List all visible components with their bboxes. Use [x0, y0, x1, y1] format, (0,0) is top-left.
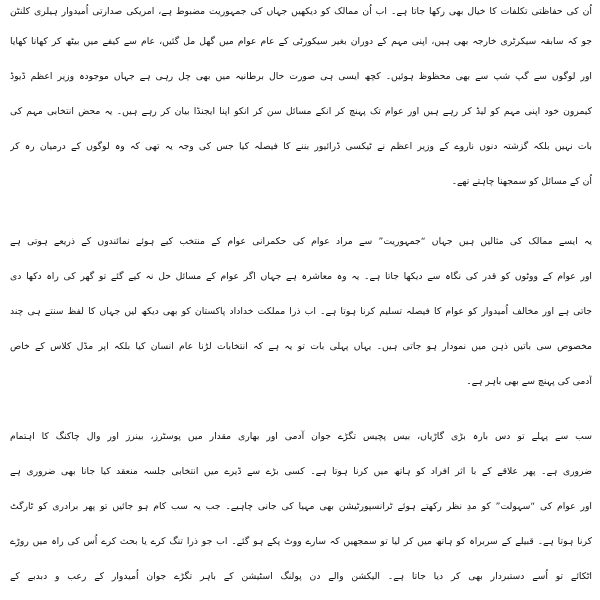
text-line: اُن کی حفاظتی تکلفات کا خیال بھی رکھا جاتا ہے۔ اب اُن ممالک کو دیکھیں جہاں کی جمہوریت مضبوط ہے، امریکی صدارتی اُمیدوار ہیلری کلنٹن — [10, 6, 592, 17]
text-line: اور عوام کے ووٹوں کو قدر کی نگاہ سے دیکھا جاتا ہے۔ یہ وہ معاشرہ ہے جہاں اگر عوام کے مسائل حل نہ کیے گئے تو گھر کی راہ دکھا دی — [10, 271, 592, 282]
text-line: اور لوگوں سے گپ شپ سے بھی محظوظ ہوئیں۔ کچھ ایسی ہی صورت حال برطانیہ میں بھی چل رہی ہے جہاں موجودہ وزیر اعظم ڈیوڈ — [10, 71, 592, 82]
paragraph — [10, 419, 592, 594]
text-line: ضروری ہے۔ پھر علاقے کے با اثر افراد کو ہاتھ میں کرنا ہوتا ہے۔ کسی بڑے سے ڈیرے میں انتخابی جلسہ منعقد کیا جانا بھی ضروری ہے — [10, 466, 592, 477]
text-line: بات نہیں بلکہ گزشتہ دنوں ناروے کے وزیر اعظم نے ٹیکسی ڈرائیور بننے کا فیصلہ کیا جس کی وجہ یہ تھی کہ وہ لوگوں کے درمیان رہ کر — [10, 141, 592, 152]
text-line: سب سے پہلے تو دس بارہ بڑی گاڑیاں، بیس پچیس تگڑے جوان آدمی اور بھاری مقدار میں پوسٹرز، بینرز اور وال چاکنگ کا اہتمام — [10, 431, 592, 442]
text-line: مخصوص سی باتیں ذہن میں نمودار ہو جاتی ہیں۔ یہاں پہلی بات تو یہ ہے کہ انتخابات لڑنا عام انسان کیا بلکہ اپر مڈل کلاس کے خاص — [10, 341, 592, 352]
paragraph — [10, 224, 592, 399]
text-line: اور عوام کی “سہولت” کو مدِ نظر رکھتے ہوئے ٹرانسپورٹیشن بھی مہیا کی جانی چاہیے۔ جب یہ سب کام ہو جائیں تو پھر برادری کو ٹارگٹ — [10, 501, 592, 512]
text-line: یہ ایسے ممالک کی مثالیں ہیں جہاں “جمہوریت” سے مراد عوام کی حکمرانی عوام کے منتخب کیے ہوئے نمائندوں کے ذریعے ہوتی ہے — [10, 236, 592, 247]
text-line: اٹکائے تو اُسے دستبردار بھی کر دیا جاتا ہے۔ الیکشن والے دن پولنگ اسٹیشن کے باہر تگڑے جوان اُمیدوار کے رعب و دبدبے کے — [10, 571, 592, 582]
text-line: کیمرون خود اپنی مہم کو لیڈ کر رہے ہیں اور عوام تک پہنچ کر انکے مسائل سن کر انکو اپنا ایجنڈا بیان کر رہے ہیں۔ یہ محض انتخابی مہم کی — [10, 106, 592, 117]
paragraph — [10, 0, 592, 199]
text-line: کرنا ہوتا ہے۔ قبیلے کے سربراہ کو ہاتھ میں کر لیا تو سمجھیں کہ سارے ووٹ پکے ہو گئے۔ اب جو ذرا تنگ کرے یا بحث کرے اُس کی راہ میں روڑے — [10, 536, 592, 547]
text-line: آدمی کی پہنچ سے بھی باہر ہے۔ — [466, 376, 592, 387]
text-line: جو کہ سابقہ سیکرٹری خارجہ بھی ہیں، اپنی مہم کے دوران بغیر سیکورٹی کے عام عوام میں گھل مل گئیں، عام سے کیفے میں بیٹھ کر کھانا کھایا — [10, 36, 592, 47]
text-line: جاتی ہے اور مخالف اُمیدوار کو عوام کا فیصلہ تسلیم کرنا ہوتا ہے۔ اب ذرا مملکت خداداد پاکستان کو بھی دیکھ لیں جہاں کا لفظ سنتے ہی چند — [10, 306, 592, 317]
text-line: اُن کے مسائل کو سمجھنا چاہتے تھے۔ — [451, 176, 592, 187]
